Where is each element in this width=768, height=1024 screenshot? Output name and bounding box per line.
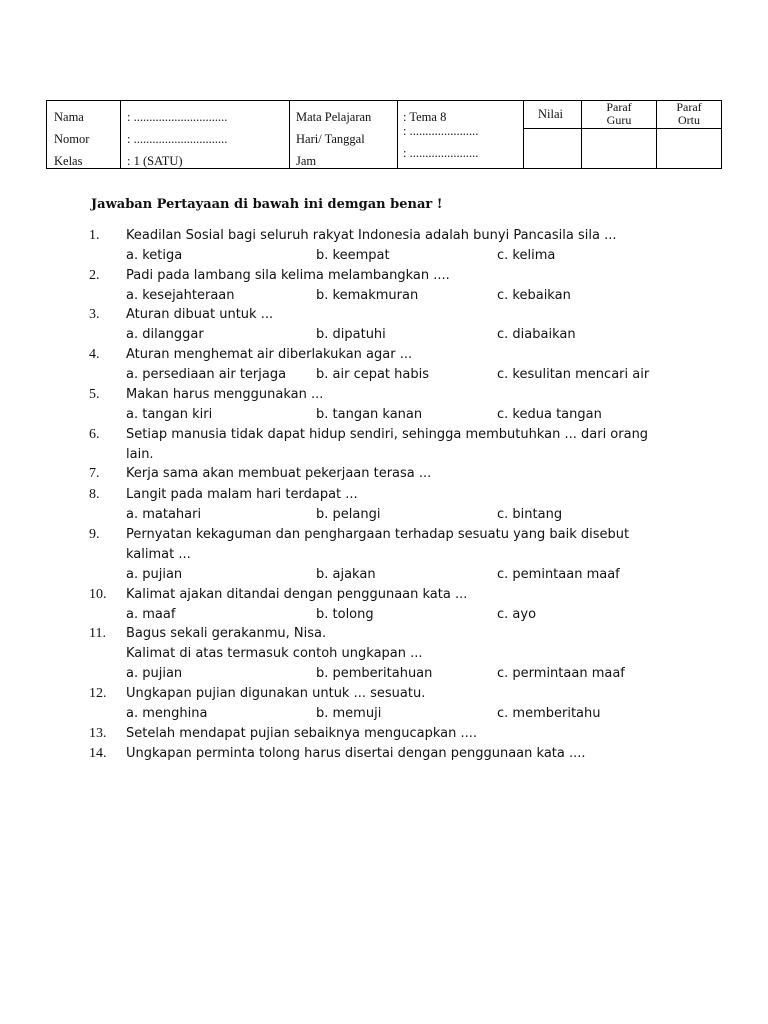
option-b: b. kemakmuran (316, 288, 419, 303)
option-b: b. air cepat habis (316, 367, 430, 382)
option-a: a. pujian (126, 567, 183, 582)
option-a: a. persediaan air terjaga (126, 367, 287, 382)
option-c: c. permintaan maaf (497, 666, 625, 681)
option-b: b. ajakan (316, 567, 376, 582)
jam-label: Jam (296, 154, 317, 168)
hari-field[interactable]: : ...................... (403, 124, 479, 138)
question-text: Bagus sekali gerakanmu, Nisa. (126, 626, 327, 641)
option-b: b. pemberitahuan (316, 666, 433, 681)
question-text: Pernyatan kekaguman dan penghargaan terhadap sesuatu yang baik disebut (126, 527, 630, 542)
question-text: Ungkapan pujian digunakan untuk ... sesuatu. (126, 686, 426, 701)
table-divider (523, 128, 721, 129)
question-text: Setelah mendapat pujian sebaiknya mengucapkan .... (126, 726, 477, 741)
option-b: b. tangan kanan (316, 407, 423, 422)
option-b: b. pelangi (316, 507, 381, 522)
option-c: c. ayo (497, 607, 537, 622)
option-b: b. memuji (316, 706, 382, 721)
question-number: 6. (89, 427, 100, 442)
question-text-continued: lain. (126, 447, 154, 462)
question-text: Aturan dibuat untuk ... (126, 307, 274, 322)
mapel-label: Mata Pelajaran (296, 110, 372, 124)
question-number: 12. (89, 686, 107, 701)
option-b: b. tolong (316, 607, 374, 622)
question-text: Padi pada lambang sila kelima melambangkan .... (126, 268, 450, 283)
option-b: b. dipatuhi (316, 327, 386, 342)
option-a: a. maaf (126, 607, 176, 622)
question-number: 11. (89, 626, 106, 641)
paraf-ortu-line1: Paraf (676, 100, 702, 114)
paraf-guru-line2: Guru (606, 113, 632, 127)
option-a: a. tangan kiri (126, 407, 213, 422)
question-number: 14. (89, 746, 107, 761)
question-text: Kalimat ajakan ditandai dengan penggunaan kata ... (126, 587, 468, 602)
option-c: c. diabaikan (497, 327, 576, 342)
paraf-guru-line1: Paraf (606, 100, 632, 114)
question-text-continued: Kalimat di atas termasuk contoh ungkapan ... (126, 646, 423, 661)
table-divider (523, 101, 524, 168)
paraf-guru-label (582, 101, 656, 127)
header-table (46, 100, 722, 169)
question-number: 8. (89, 487, 100, 502)
option-a: a. dilanggar (126, 327, 204, 342)
question-text-continued: kalimat ... (126, 547, 191, 562)
table-divider (120, 101, 121, 168)
nomor-field[interactable]: : .............................. (127, 132, 228, 146)
question-number: 1. (89, 228, 100, 243)
table-divider (397, 101, 398, 168)
option-c: c. bintang (497, 507, 563, 522)
question-text: Makan harus menggunakan ... (126, 387, 324, 402)
question-number: 9. (89, 527, 100, 542)
paraf-ortu-label (657, 101, 721, 127)
option-c: c. pemintaan maaf (497, 567, 620, 582)
kelas-value: : 1 (SATU) (127, 154, 183, 168)
nama-label: Nama (54, 110, 84, 124)
jam-field[interactable]: : ...................... (403, 146, 479, 160)
question-number: 4. (89, 347, 100, 362)
option-a: a. matahari (126, 507, 202, 522)
option-c: c. kebaikan (497, 288, 571, 303)
question-text: Ungkapan perminta tolong harus disertai dengan penggunaan kata .... (126, 746, 586, 761)
option-c: c. kelima (497, 248, 556, 263)
question-text: Aturan menghemat air diberlakukan agar ... (126, 347, 413, 362)
option-b: b. keempat (316, 248, 390, 263)
instruction-heading: Jawaban Pertayaan di bawah ini demgan benar ! (91, 197, 443, 212)
mapel-value: : Tema 8 (403, 110, 447, 124)
nilai-label: Nilai (538, 107, 563, 121)
question-text: Setiap manusia tidak dapat hidup sendiri, sehingga membutuhkan ... dari orang (126, 427, 649, 442)
question-text: Keadilan Sosial bagi seluruh rakyat Indonesia adalah bunyi Pancasila sila ... (126, 228, 617, 243)
table-divider (289, 101, 290, 168)
question-number: 2. (89, 268, 100, 283)
question-number: 5. (89, 387, 100, 402)
option-a: a. kesejahteraan (126, 288, 235, 303)
question-number: 10. (89, 587, 107, 602)
question-text: Kerja sama akan membuat pekerjaan terasa ... (126, 466, 432, 481)
paraf-ortu-line2: Ortu (678, 113, 700, 127)
question-text: Langit pada malam hari terdapat ... (126, 487, 358, 502)
question-number: 3. (89, 307, 100, 322)
option-c: c. memberitahu (497, 706, 601, 721)
option-a: a. ketiga (126, 248, 183, 263)
option-c: c. kesulitan mencari air (497, 367, 650, 382)
option-a: a. menghina (126, 706, 208, 721)
nama-field[interactable]: : .............................. (127, 110, 228, 124)
nomor-label: Nomor (54, 132, 90, 146)
question-number: 7. (89, 466, 100, 481)
option-a: a. pujian (126, 666, 183, 681)
option-c: c. kedua tangan (497, 407, 602, 422)
hari-label: Hari/ Tanggal (296, 132, 365, 146)
question-number: 13. (89, 726, 107, 741)
kelas-label: Kelas (54, 154, 83, 168)
